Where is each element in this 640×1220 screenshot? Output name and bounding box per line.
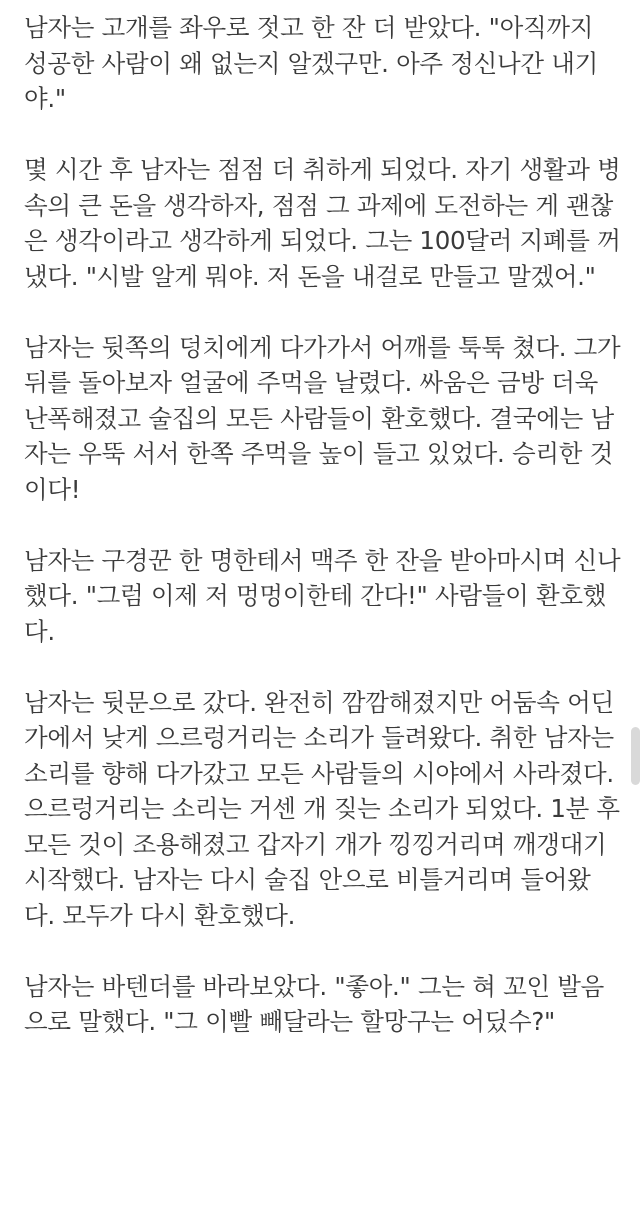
text-line: 했다. "그럼 이제 저 멍멍이한테 간다!" 사람들이 환호했	[24, 581, 607, 610]
scrollbar-thumb[interactable]	[631, 727, 640, 785]
text-line: 은 생각이라고 생각하게 되었다. 그는 100달러 지폐를 꺼	[24, 226, 621, 255]
text-line: 자는 우뚝 서서 한쪽 주먹을 높이 들고 있었다. 승리한 것	[24, 439, 613, 468]
text-line: 뒤를 돌아보자 얼굴에 주먹을 날렸다. 싸움은 금방 더욱	[24, 368, 598, 397]
paragraph	[24, 969, 620, 1040]
paragraph	[24, 685, 620, 934]
paragraph	[24, 152, 620, 294]
text-line: 냈다. "시발 알게 뭐야. 저 돈을 내걸로 만들고 말겠어."	[24, 261, 596, 291]
paragraph	[24, 10, 620, 117]
text-line: 으르렁거리는 소리는 거센 개 짖는 소리가 되었다. 1분 후	[24, 794, 620, 823]
text-line: 난폭해졌고 술집의 모든 사람들이 환호했다. 결국에는 남	[24, 403, 614, 433]
text-line: 속의 큰 돈을 생각하자, 점점 그 과제에 도전하는 게 괜찮	[24, 190, 613, 220]
paragraph-gap	[24, 933, 620, 969]
text-line: 소리를 향해 다가갔고 모든 사람들의 시야에서 사라졌다.	[24, 758, 614, 788]
text-line: 남자는 뒷쪽의 덩치에게 다가가서 어깨를 툭툭 쳤다. 그가	[24, 332, 621, 362]
paragraph	[24, 330, 620, 508]
text-line: 이다!	[24, 474, 81, 504]
paragraph-gap	[24, 117, 620, 153]
story-text	[24, 10, 620, 1040]
text-line: 남자는 바텐더를 바라보았다. "좋아." 그는 혀 꼬인 발음	[24, 971, 605, 1001]
text-line: 다.	[24, 616, 55, 646]
text-line: 남자는 뒷문으로 갔다. 완전히 깜깜해졌지만 어둠속 어딘	[24, 687, 614, 717]
paragraph-gap	[24, 507, 620, 543]
text-line: 모든 것이 조용해졌고 갑자기 개가 낑낑거리며 깨갱대기	[24, 829, 607, 859]
text-line: 시작했다. 남자는 다시 술집 안으로 비틀거리며 들어왔	[24, 865, 591, 894]
text-line: 몇 시간 후 남자는 점점 더 취하게 되었다. 자기 생활과 병	[24, 155, 621, 184]
text-line: 남자는 고개를 좌우로 젓고 한 잔 더 받았다. "아직까지	[24, 13, 594, 42]
paragraph-gap	[24, 649, 620, 685]
paragraph-gap	[24, 294, 620, 330]
text-line: 남자는 구경꾼 한 명한테서 맥주 한 잔을 받아마시며 신나	[24, 545, 621, 575]
text-line: 으로 말했다. "그 이빨 빼달라는 할망구는 어딨수?"	[24, 1007, 556, 1036]
text-line: 야."	[24, 84, 66, 113]
paragraph	[24, 543, 620, 650]
text-line: 다. 모두가 다시 환호했다.	[24, 900, 296, 930]
text-line: 가에서 낮게 으르렁거리는 소리가 들려왔다. 취한 남자는	[24, 723, 614, 752]
text-line: 성공한 사람이 왜 없는지 알겠구만. 아주 정신나간 내기	[24, 48, 598, 78]
